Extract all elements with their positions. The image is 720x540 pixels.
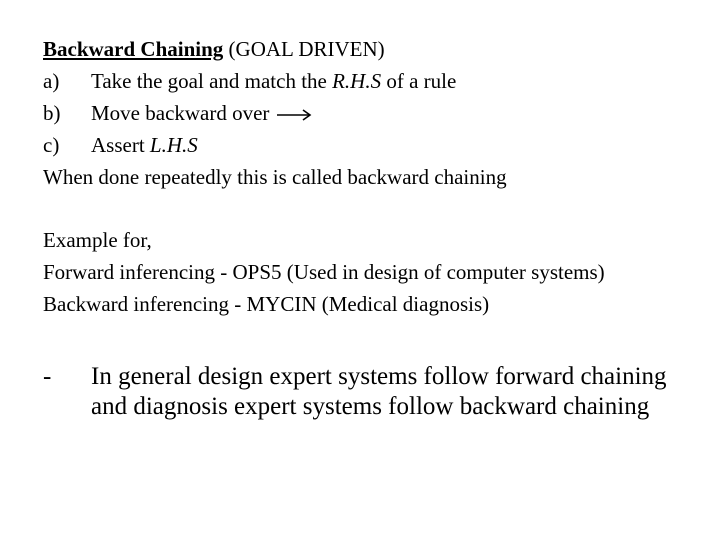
step-b [43, 99, 315, 129]
heading-title: Backward Chaining [43, 37, 224, 61]
step-a [43, 67, 456, 95]
step-text: Take the goal and match the [91, 69, 333, 93]
step-c [43, 131, 198, 159]
step-marker: a) [43, 69, 60, 93]
step-emphasis: L.H.S [149, 133, 198, 157]
heading-qualifier: (GOAL DRIVEN) [223, 37, 385, 61]
examples-intro: Example for, [43, 228, 152, 252]
note-text: In general design expert systems follow forward chaining and diagnosis expert systems follow backward chaining [91, 363, 667, 420]
note-marker: - [43, 363, 52, 390]
step-text: Assert [91, 133, 150, 157]
example-item-forward: Forward inferencing - OPS5 (Used in design of computer systems) [43, 260, 605, 284]
example-item-backward: Backward inferencing - MYCIN (Medical diagnosis) [43, 292, 490, 316]
step-emphasis: R.H.S [332, 69, 382, 93]
summary-text: When done repeatedly this is called backward chaining [43, 165, 507, 189]
step-marker: c) [43, 133, 60, 157]
step-text: Move backward over [91, 101, 270, 125]
right-arrow-icon [275, 101, 315, 129]
step-suffix: of a rule [381, 69, 457, 93]
heading-line [43, 35, 385, 63]
step-marker: b) [43, 101, 61, 125]
